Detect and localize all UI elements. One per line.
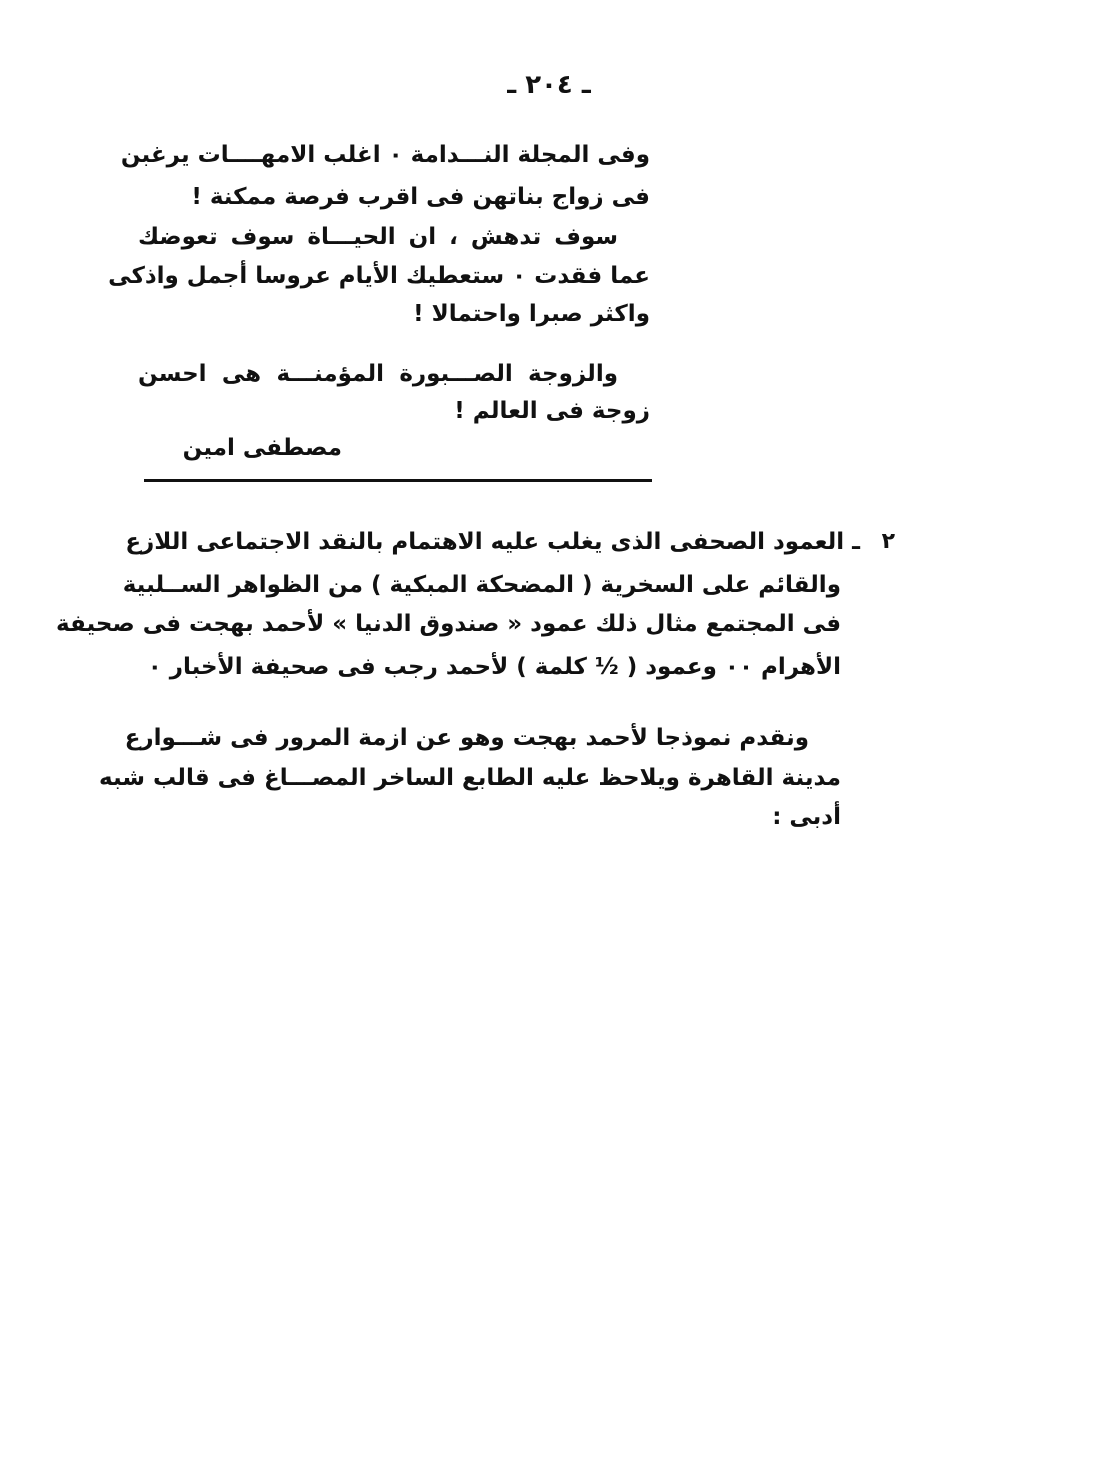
item-line: فى المجتمع مثال ذلك عمود « صندوق الدنيا » لأحمد بهجت فى صحيفة xyxy=(56,611,841,637)
item-line: ـ العمود الصحفى الذى يغلب عليه الاهتمام بالنقد الاجتماعى اللازع xyxy=(125,529,860,555)
paragraph-line: مدينة القاهرة ويلاحظ عليه الطابع الساخر المصـــاغ فى قالب شبه xyxy=(99,765,841,791)
signature: مصطفى امين xyxy=(182,435,342,461)
item-line: الأهرام ٠٠ وعمود ( ½ كلمة ) لأحمد رجب فى صحيفة الأخبار ٠ xyxy=(147,654,841,680)
page-number: ـ ٢٠٤ ـ xyxy=(507,70,591,100)
quote-line: سوف تدهش ، ان الحيـــاة سوف تعوضك xyxy=(138,224,618,250)
divider-rule xyxy=(144,479,652,482)
item-line: والقائم على السخرية ( المضحكة المبكية ) من الظواهر الســلبية xyxy=(122,572,841,598)
paragraph-line: ونقدم نموذجا لأحمد بهجت وهو عن ازمة المرور فى شـــوارع xyxy=(124,725,809,751)
quote-line: عما فقدت ٠ ستعطيك الأيام عروسا أجمل واذكى xyxy=(108,263,650,289)
quote-line: واكثر صبرا واحتمالا ! xyxy=(413,301,650,327)
item-number: ٢ xyxy=(881,529,895,554)
quote-line: والزوجة الصـــبورة المؤمنـــة هى احسن xyxy=(138,361,618,387)
paragraph-line: أدبى : xyxy=(772,804,841,830)
quote-line: وفى المجلة النـــدامة ٠ اغلب الامهــــات يرغبن xyxy=(120,142,650,168)
quote-line: فى زواج بناتهن فى اقرب فرصة ممكنة ! xyxy=(191,184,650,210)
quote-line: زوجة فى العالم ! xyxy=(454,398,650,424)
